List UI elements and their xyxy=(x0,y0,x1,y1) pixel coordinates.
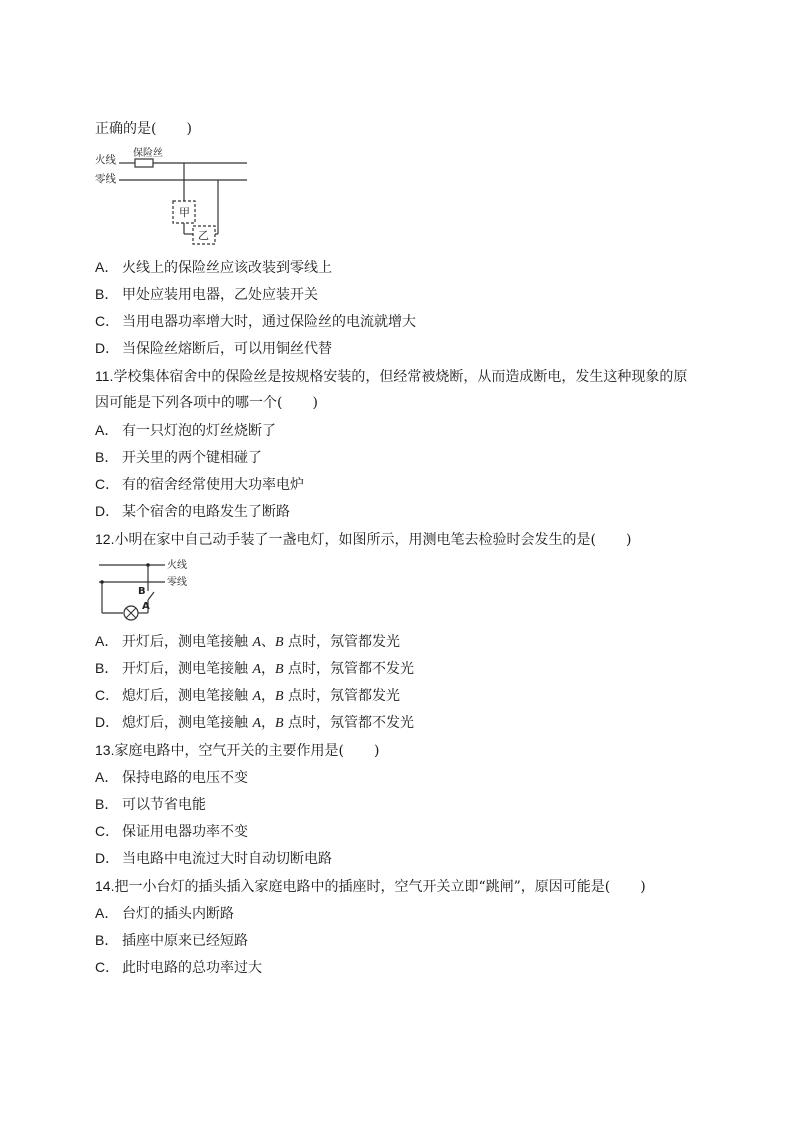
q10-stem: 正确的是( ) xyxy=(95,121,192,137)
q14-option-b[interactable]: B． 插座中原来已经短路 xyxy=(95,932,248,949)
q11-option-c[interactable]: C． 有的宿舍经常使用大功率电炉 xyxy=(95,476,304,493)
q11-option-a[interactable]: A． 有一只灯泡的灯丝烧断了 xyxy=(95,422,276,439)
q12-option-a[interactable]: A． 开灯后，测电笔接触 A、B 点时，氖管都发光 xyxy=(95,633,401,650)
q13-option-b[interactable]: B． 可以节省电能 xyxy=(95,796,206,813)
q10-option-d[interactable]: D． 当保险丝熔断后，可以用铜丝代替 xyxy=(95,340,332,357)
q11-option-b[interactable]: B． 开关里的两个键相碰了 xyxy=(95,449,262,466)
q13-option-d[interactable]: D． 当电路中电流过大时自动切断电路 xyxy=(95,850,332,867)
q12-option-b[interactable]: B． 开灯后，测电笔接触 A，B 点时，氖管都不发光 xyxy=(95,660,415,677)
fig2-point-a: A xyxy=(142,601,150,612)
q14-option-a[interactable]: A． 台灯的插头内断路 xyxy=(95,905,234,922)
q10-option-c[interactable]: C． 当用电器功率增大时，通过保险丝的电流就增大 xyxy=(95,313,416,330)
q12-lamp-circuit-figure xyxy=(95,556,199,626)
q13-option-a[interactable]: A． 保持电路的电压不变 xyxy=(95,769,248,786)
fig1-neutral-label: 零线 xyxy=(95,173,116,185)
q13-option-c[interactable]: C． 保证用电器功率不变 xyxy=(95,823,248,840)
q14-option-c[interactable]: C． 此时电路的总功率过大 xyxy=(95,959,262,976)
q12-stem: 12.小明在家中自己动手装了一盏电灯，如图所示，用测电笔去检验时会发生的是( ) xyxy=(95,531,632,548)
q12-option-d[interactable]: D． 熄灯后，测电笔接触 A，B 点时，氖管都不发光 xyxy=(95,714,415,731)
q11-option-d[interactable]: D． 某个宿舍的电路发生了断路 xyxy=(95,503,290,520)
fig1-fuse-label: 保险丝 xyxy=(133,148,163,159)
q10-option-b[interactable]: B． 甲处应装用电器，乙处应装开关 xyxy=(95,286,318,303)
q12-option-c[interactable]: C． 熄灯后，测电笔接触 A，B 点时，氖管都发光 xyxy=(95,687,401,704)
fig1-live-label: 火线 xyxy=(95,154,116,166)
q13-stem: 13.家庭电路中，空气开关的主要作用是( ) xyxy=(95,742,380,759)
svg-text:乙: 乙 xyxy=(198,229,209,242)
q10-circuit-figure xyxy=(95,146,255,248)
fig1-fuse-symbol xyxy=(135,159,153,167)
q14-stem: 14.把一小台灯的插头插入家庭电路中的插座时，空气开关立即“跳闸”，原因可能是( ) xyxy=(95,878,646,895)
q10-option-a[interactable]: A． 火线上的保险丝应该改装到零线上 xyxy=(95,259,332,276)
fig2-neutral-label: 零线 xyxy=(167,577,187,588)
fig2-switch xyxy=(148,592,154,600)
svg-text:甲: 甲 xyxy=(179,206,190,219)
q11-stem-line2: 因可能是下列各项中的哪一个( ) xyxy=(95,395,318,411)
fig2-live-label: 火线 xyxy=(167,560,187,571)
fig2-point-b: B xyxy=(138,586,146,597)
q11-stem-line1: 11.学校集体宿舍中的保险丝是按规格安装的，但经常被烧断，从而造成断电，发生这种现象的原 xyxy=(95,368,688,385)
